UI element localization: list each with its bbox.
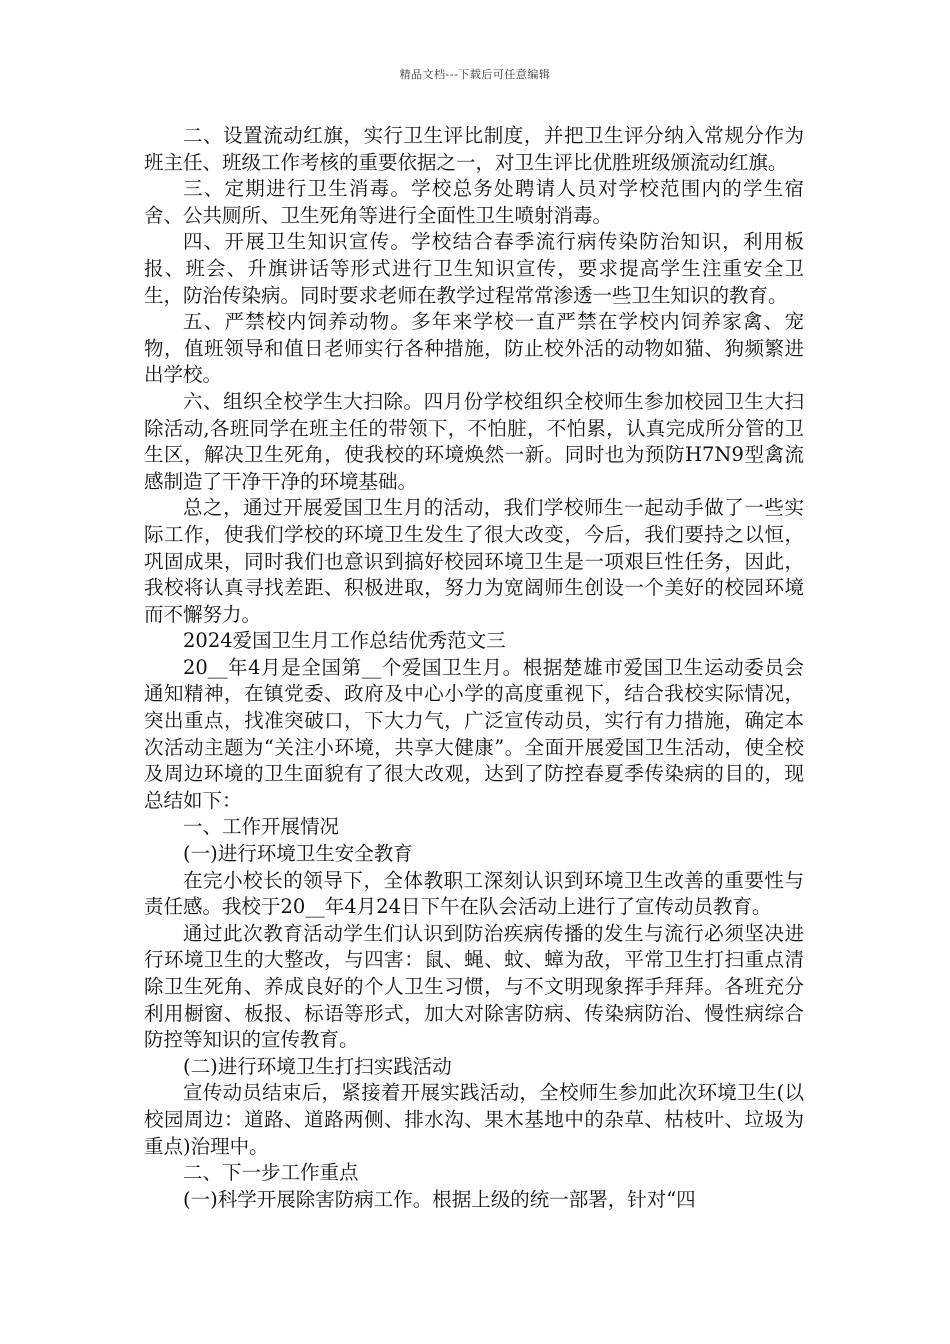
section-title: 2024爱国卫生月工作总结优秀范文三 bbox=[183, 629, 506, 653]
subheading-safety-education: (一)进行环境卫生安全教育 bbox=[183, 842, 413, 866]
paragraph-education-activity: 通过此次教育活动学生们认识到防治疾病传播的发生与流行必须坚决进行环境卫生的大整改，与四害：鼠、蝇、蚊、蟑为敌，平常卫生打扫重点清除卫生死角、养成良好的个人卫生习惯，与不文明现象挥手拜拜。各班充分利用橱窗、板报、标语等形式，加大对除害防病、传染病防治、慢性病综合防控等知识的宣传教育。 bbox=[144, 921, 804, 1052]
page-header: 精品文档---下载后可任意编辑 bbox=[399, 68, 551, 81]
document-body bbox=[144, 123, 804, 1213]
paragraph-pest-control: (一)科学开展除害防病工作。根据上级的统一部署，针对“四 bbox=[183, 1187, 696, 1211]
paragraph-summary: 总之，通过开展爱国卫生月的活动，我们学校师生一起动手做了一些实际工作，使我们学校的环境卫生发生了很大改变，今后，我们要持之以恒，巩固成果，同时我们也意识到搞好校园环境卫生是一项艰巨性任务，因此，我校将认真寻找差距、积极进取，努力为宽阔师生创设一个美好的校园环境而不懈努力。 bbox=[144, 496, 804, 626]
paragraph-no-animals: 五、严禁校内饲养动物。多年来学校一直严禁在学校内饲养家禽、宠物，值班领导和值日老师实行各种措施，防止校外活的动物如猫、狗频繁进出学校。 bbox=[144, 310, 804, 387]
subheading-cleaning-practice: (二)进行环境卫生打扫实践活动 bbox=[183, 1054, 452, 1078]
heading-work-progress: 一、工作开展情况 bbox=[183, 815, 340, 839]
paragraph-leadership: 在完小校长的领导下，全体教职工深刻认识到环境卫生改善的重要性与责任感。我校于20__年4月24日下午在队会活动上进行了宣传动员教育。 bbox=[144, 868, 804, 919]
heading-next-steps: 二、下一步工作重点 bbox=[183, 1161, 359, 1185]
paragraph-cleanup: 六、组织全校学生大扫除。四月份学校组织全校师生参加校园卫生大扫除活动,各班同学在班主任的带领下，不怕脏，不怕累，认真完成所分管的卫生区，解决卫生死角，使我校的环境焕然一新。同时也为预防H7N9型禽流感制造了干净干净的环境基础。 bbox=[144, 389, 804, 493]
paragraph-intro: 20__年4月是全国第__个爱国卫生月。根据楚雄市爱国卫生运动委员会通知精神，在镇党委、政府及中心小学的高度重视下，结合我校实际情况，突出重点，找准突破口，下大力气，广泛宣传动员，实行有力措施，确定本次活动主题为“关注小环境，共享大健康”。全面开展爱国卫生活动，使全校及周边环境的卫生面貌有了很大改观，达到了防控春夏季传染病的目的，现总结如下： bbox=[144, 655, 804, 812]
paragraph-disinfection: 三、定期进行卫生消毒。学校总务处聘请人员对学校范围内的学生宿舍、公共厕所、卫生死角等进行全面性卫生喷射消毒。 bbox=[144, 177, 804, 227]
paragraph-red-flag: 二、设置流动红旗，实行卫生评比制度，并把卫生评分纳入常规分作为班主任、班级工作考核的重要依据之一，对卫生评比优胜班级颁流动红旗。 bbox=[144, 124, 804, 174]
paragraph-practice: 宣传动员结束后，紧接着开展实践活动，全校师生参加此次环境卫生(以校园周边：道路、道路两侧、排水沟、果木基地中的杂草、枯枝叶、垃圾为重点)治理中。 bbox=[144, 1081, 804, 1158]
paragraph-health-knowledge: 四、开展卫生知识宣传。学校结合春季流行病传染防治知识，利用板报、班会、升旗讲话等形式进行卫生知识宣传，要求提高学生注重安全卫生，防治传染病。同时要求老师在教学过程常常渗透一些卫生知识的教育。 bbox=[144, 230, 804, 307]
